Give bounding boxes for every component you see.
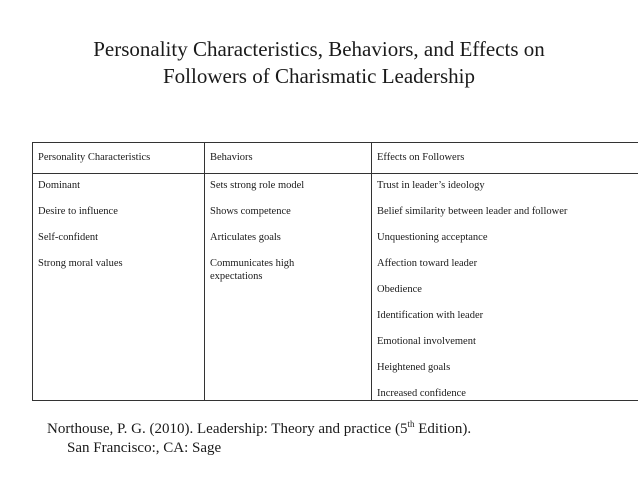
behavior-item: Communicates high expectations <box>210 258 295 282</box>
personality-item: Desire to influence <box>38 206 118 217</box>
citation-line-1-end: Edition). <box>414 421 472 437</box>
effects-list <box>377 179 636 413</box>
effect-item: Identification with leader <box>377 310 484 321</box>
effect-item: Affection toward leader <box>377 258 478 269</box>
slide-title <box>0 36 638 90</box>
behavior-item: Sets strong role model <box>210 180 305 191</box>
effect-item: Trust in leader’s ideology <box>377 180 485 191</box>
header-effects: Effects on Followers <box>377 152 465 163</box>
header-personality: Personality Characteristics <box>38 152 151 163</box>
leadership-table <box>32 142 638 401</box>
behaviors-list <box>210 179 368 296</box>
slide-title-line-2: Followers of Charismatic Leadership <box>162 64 475 88</box>
effect-item: Increased confidence <box>377 388 466 399</box>
citation <box>47 420 471 458</box>
effect-item: Heightened goals <box>377 362 451 373</box>
column-behaviors <box>205 143 372 400</box>
effect-item: Obedience <box>377 284 422 295</box>
personality-list <box>38 179 201 283</box>
personality-item: Self-confident <box>38 232 99 243</box>
citation-line-1 <box>47 420 471 439</box>
citation-superscript: th <box>407 419 415 429</box>
effect-item: Emotional involvement <box>377 336 476 347</box>
personality-item: Dominant <box>38 180 80 191</box>
effect-item: Belief similarity between leader and follower <box>377 206 568 217</box>
personality-item: Strong moral values <box>38 258 123 269</box>
behavior-item: Shows competence <box>210 206 291 217</box>
effect-item: Unquestioning acceptance <box>377 232 488 243</box>
behavior-item: Articulates goals <box>210 232 281 243</box>
column-personality <box>33 143 205 400</box>
slide-title-line-1: Personality Characteristics, Behaviors, and Effects on <box>93 37 545 61</box>
header-behaviors: Behaviors <box>210 152 253 163</box>
column-effects <box>372 143 638 400</box>
citation-line-1-text: Northouse, P. G. (2010). Leadership: Theory and practice (5 <box>47 421 408 437</box>
citation-line-2: San Francisco:, CA: Sage <box>67 440 222 456</box>
